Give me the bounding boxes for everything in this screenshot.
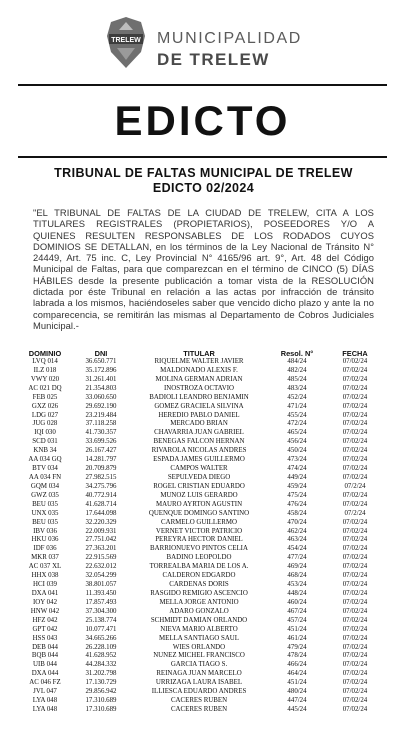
- edict-body-text: "EL TRIBUNAL DE FALTAS DE LA CIUDAD DE TRELEW, CITA A LOS TITULARES REGISTRALES (PROPIETARIOS), POSEEDORES Y/O A QUIENES RESULTEN RESPONSABLES DE LOS RODADOS CUYOS DOMINIOS SE DETALLAN, en los términos de la Ley Nacional de Tránsito N° 24449, Art. 75 inc. C, Ley Provincial N° 4165/96 art. 9°, Art. 48 del Código Municipal de Faltas, para que comparezcan en el término de CINCO (5) DÍAS HÁBILES desde la presente publicación a tomar vista de la RESOLUCIÓN dictada por éste Tribunal en relación a las actas por infracción de tránsito labrada a los mismos, haciéndoseles saber que vencido dicho plazo y ante la no comparecencia, se remitirán las mismas al Departamento de Cobros Judiciales Municipal.-: [33, 207, 374, 331]
- table-row: [20, 688, 382, 697]
- crest-label: TRELEW: [111, 37, 141, 44]
- titular-cell: CACERES RUBEN: [170, 697, 228, 705]
- dominio-cell: GPT 042: [32, 625, 58, 633]
- tribunal-heading: TRIBUNAL DE FALTAS MUNICIPAL DE TRELEW: [54, 166, 353, 180]
- table-row: [20, 626, 382, 635]
- fecha-cell: 07/02/24: [342, 616, 368, 624]
- titular-cell: MALDONADO ALEXIS F.: [160, 366, 238, 374]
- titular-cell: MELLA JORGE ANTONIO: [159, 598, 239, 606]
- resolucion-cell: 483/24: [287, 384, 307, 392]
- fecha-cell: 07/02/24: [342, 643, 368, 651]
- resolucion-cell: 454/24: [287, 545, 307, 553]
- table-header-row: [20, 348, 382, 358]
- dominio-cell: HSS 043: [32, 634, 58, 642]
- table-row: [20, 474, 382, 483]
- titular-cell: ILLIESCA EDUARDO ANDRES: [151, 688, 247, 696]
- fecha-cell: 07/02/24: [342, 581, 368, 589]
- dni-cell: 27.363.201: [85, 545, 117, 553]
- fecha-cell: 07/02/24: [342, 705, 368, 713]
- dni-cell: 35.172.896: [85, 366, 117, 374]
- fecha-cell: 07/02/24: [342, 679, 368, 687]
- table-row: [20, 572, 382, 581]
- dominio-cell: VWY 020: [30, 375, 60, 383]
- fecha-cell: 07/02/24: [342, 358, 368, 365]
- titular-cell: BADIOLI LEANDRO BENJAMIN: [149, 393, 249, 401]
- dni-cell: 41.628.714: [85, 500, 117, 508]
- dominio-cell: SCD 031: [32, 438, 58, 446]
- resolucion-cell: 464/24: [287, 670, 307, 678]
- titular-cell: PEREYRA HECTOR DANIEL: [155, 536, 243, 544]
- table-row: [20, 652, 382, 661]
- fecha-cell: 07/02/24: [342, 589, 368, 597]
- titular-cell: BENEGAS FALCON HERNAN: [153, 438, 245, 446]
- resolucion-cell: 466/24: [287, 661, 307, 669]
- dominio-cell: AA 034 FN: [28, 473, 62, 481]
- fecha-cell: 07/02/24: [342, 456, 368, 464]
- fecha-cell: 07/02/24: [342, 500, 368, 508]
- table-row: [20, 545, 382, 554]
- dni-cell: 27.982.515: [85, 473, 117, 481]
- resolucion-cell: 450/24: [287, 447, 307, 455]
- trelew-shield-icon: [103, 16, 149, 70]
- table-row: [20, 394, 382, 403]
- titular-cell: ADARO GONZALO: [169, 607, 229, 615]
- fecha-cell: 07/02/24: [342, 554, 368, 562]
- titular-cell: REINAGA JUAN MARCELO: [156, 670, 242, 678]
- table-row: [20, 554, 382, 563]
- dominio-cell: HCI 039: [33, 581, 57, 589]
- titular-cell: QUENQUE DOMINGO SANTINO: [148, 509, 250, 517]
- dni-cell: 17.310.689: [85, 697, 117, 705]
- titular-cell: SEPULVEDA DIEGO: [167, 473, 231, 481]
- resolucion-cell: 451/24: [287, 679, 307, 687]
- titular-cell: CACERES RUBEN: [170, 705, 228, 713]
- fecha-cell: 07/02/24: [342, 634, 368, 642]
- dominio-cell: LDG 027: [31, 411, 59, 419]
- titular-cell: NUÑEZ MICHEL FRANCISCO: [153, 652, 245, 660]
- table-row: [20, 635, 382, 644]
- column-header-dni: DNI: [94, 348, 108, 358]
- titular-cell: CHAVARRIA JUAN GABRIEL: [154, 429, 244, 437]
- resolucion-cell: 449/24: [287, 473, 307, 481]
- fecha-cell: 07/02/24: [342, 545, 368, 553]
- resolucion-cell: 461/24: [287, 634, 307, 642]
- titular-cell: GOMEZ GRACIELA SILVINA: [154, 402, 244, 410]
- table-row: [20, 412, 382, 421]
- titular-cell: CARMELO GUILLERMO: [161, 518, 237, 526]
- titular-cell: MAURO AYRTON AGUSTIN: [155, 500, 243, 508]
- dni-cell: 33.060.650: [85, 393, 117, 401]
- resolucion-cell: 472/24: [287, 420, 307, 428]
- brand-line-2: DE TRELEW: [157, 50, 270, 69]
- dominio-cell: KNB 34: [33, 447, 57, 455]
- dominio-cell: JUG 028: [32, 420, 58, 428]
- edicto-title: EDICTO: [114, 97, 291, 144]
- dni-cell: 32.220.329: [85, 518, 117, 526]
- fecha-cell: 07/2/24: [344, 509, 366, 517]
- resolucion-cell: 448/24: [287, 589, 307, 597]
- table-row: [20, 465, 382, 474]
- resolucion-cell: 462/24: [287, 527, 307, 535]
- dni-cell: 14.281.797: [85, 456, 117, 464]
- dni-cell: 36.650.771: [85, 358, 117, 365]
- dni-cell: 21.354.803: [85, 384, 117, 392]
- table-row: [20, 501, 382, 510]
- fecha-cell: 07/02/24: [342, 366, 368, 374]
- fecha-cell: 07/02/24: [342, 491, 368, 499]
- fecha-cell: 07/02/24: [342, 661, 368, 669]
- dominio-cell: UNX 035: [31, 509, 59, 517]
- titular-cell: SCHMIDT DAMIAN ORLANDO: [150, 616, 248, 624]
- titular-cell: ESPADA JAMES GUILLERMO: [153, 456, 245, 464]
- fecha-cell: 07/02/24: [342, 563, 368, 571]
- titular-cell: MELLA SANTIAGO SAUL: [158, 634, 239, 642]
- resolucion-cell: 455/24: [287, 411, 307, 419]
- titular-cell: INOSTROZA OCTAVIO: [164, 384, 234, 392]
- titular-cell: NIEVA MARIO ALBERTO: [160, 625, 238, 633]
- resolucion-cell: 469/24: [287, 563, 307, 571]
- table-row: [20, 599, 382, 608]
- dominio-cell: GXZ 026: [31, 402, 59, 410]
- resolucion-cell: 479/24: [287, 643, 307, 651]
- dominio-cell: DEB 044: [32, 643, 58, 651]
- dni-cell: 34.275.796: [85, 482, 117, 490]
- titular-cell: GARCIA TIAGO S.: [170, 661, 228, 669]
- table-row: [20, 644, 382, 653]
- table-row: [20, 438, 382, 447]
- dominio-cell: HKU 036: [31, 536, 59, 544]
- dominio-cell: UIB 044: [33, 661, 57, 669]
- dni-cell: 22.915.569: [85, 554, 117, 562]
- fecha-cell: 07/02/24: [342, 402, 368, 410]
- dominio-cell: BEU 035: [32, 500, 58, 508]
- dominio-cell: BQB 044: [31, 652, 59, 660]
- dominio-cell: LYA 048: [32, 705, 58, 713]
- resolucion-cell: 478/24: [287, 652, 307, 660]
- fecha-cell: 07/02/24: [342, 607, 368, 615]
- edict-number: EDICTO 02/2024: [152, 181, 255, 195]
- titular-cell: RIVAROLA NICOLÁS ANDRES: [151, 447, 247, 455]
- titular-cell: MERCADO BRIAN: [170, 420, 228, 428]
- table-row: [20, 376, 382, 385]
- dominio-cell: AC 037 XL: [28, 563, 62, 571]
- titular-cell: MUÑOZ LUIS GERARDO: [160, 491, 238, 499]
- fecha-cell: 07/02/24: [342, 429, 368, 437]
- table-row: [20, 483, 382, 492]
- dominio-cell: BTV 034: [32, 465, 58, 473]
- dni-cell: 29.856.942: [85, 688, 117, 696]
- dominio-cell: HHX 038: [31, 572, 59, 580]
- fecha-cell: 07/02/24: [342, 572, 368, 580]
- fecha-cell: 07/02/24: [342, 688, 368, 696]
- dni-cell: 44.284.332: [85, 661, 117, 669]
- fecha-cell: 07/02/24: [342, 598, 368, 606]
- dni-cell: 32.054.299: [85, 572, 117, 580]
- titular-cell: CALDERON EDGARDO: [162, 572, 236, 580]
- dni-cell: 31.202.798: [85, 670, 117, 678]
- dni-cell: 29.692.190: [85, 402, 117, 410]
- titular-cell: ROGEL CRISTIAN EDUARDO: [153, 482, 245, 490]
- table-row: [20, 367, 382, 376]
- table-row: [20, 420, 382, 429]
- dni-cell: 33.699.526: [85, 438, 117, 446]
- table-row: [20, 608, 382, 617]
- titular-cell: BADINO LEOPOLDO: [166, 554, 232, 562]
- table-row: [20, 581, 382, 590]
- dominio-cell: AA 034 GQ: [28, 456, 62, 464]
- titular-cell: RASGIDO REMIGIO ASCENCIO: [150, 589, 248, 597]
- table-row: [20, 697, 382, 706]
- table-row: [20, 661, 382, 670]
- dominio-cell: BEU 035: [32, 518, 58, 526]
- dominio-cell: GWZ 035: [31, 491, 59, 499]
- titular-cell: HEREDIO PABLO DANIEL: [158, 411, 240, 419]
- dominio-cell: AC 021 DQ: [28, 384, 62, 392]
- dominio-cell: DXA 044: [31, 670, 59, 678]
- titular-cell: MOLINA GERMAN ADRIAN: [155, 375, 243, 383]
- resolucion-cell: 451/24: [287, 625, 307, 633]
- resolucion-cell: 447/24: [287, 697, 307, 705]
- edicto-banner: [18, 84, 387, 158]
- table-row: [20, 358, 382, 367]
- fecha-cell: 07/02/24: [342, 447, 368, 455]
- fecha-cell: 07/02/24: [342, 670, 368, 678]
- resolucion-cell: 476/24: [287, 500, 307, 508]
- dni-cell: 17.857.493: [85, 598, 117, 606]
- fecha-cell: 07/02/24: [342, 411, 368, 419]
- dominio-cell: HFZ 042: [32, 616, 58, 624]
- table-row: [20, 492, 382, 501]
- table-row: [20, 679, 382, 688]
- resolucion-cell: 484/24: [287, 358, 307, 365]
- dni-cell: 37.118.258: [85, 420, 117, 428]
- dni-cell: 40.772.914: [85, 491, 117, 499]
- fecha-cell: 07/02/24: [342, 465, 368, 473]
- fecha-cell: 07/02/24: [342, 393, 368, 401]
- dni-cell: 38.801.057: [85, 581, 117, 589]
- table-row: [20, 528, 382, 537]
- dominio-cell: AC 046 FZ: [29, 679, 61, 687]
- resolucion-cell: 457/24: [287, 616, 307, 624]
- dni-cell: 17.130.729: [85, 679, 117, 687]
- table-row: [20, 536, 382, 545]
- resolucion-cell: 459/24: [287, 482, 307, 490]
- dominio-cell: GQM 034: [30, 482, 60, 490]
- dni-cell: 37.304.300: [85, 607, 117, 615]
- table-row: [20, 510, 382, 519]
- column-header-titular: TITULAR: [183, 348, 215, 358]
- resolucion-cell: 473/24: [287, 456, 307, 464]
- fecha-cell: 07/2/24: [344, 482, 366, 490]
- dni-cell: 26.228.109: [85, 643, 117, 651]
- titular-cell: TORREALBA MARIA DE LOS A.: [149, 563, 249, 571]
- dominio-cell: MKR 037: [31, 554, 59, 562]
- dni-cell: 17.644.098: [85, 509, 117, 517]
- resolucion-cell: 463/24: [287, 536, 307, 544]
- fecha-cell: 07/02/24: [342, 420, 368, 428]
- fecha-cell: 07/02/24: [342, 527, 368, 535]
- table-row: [20, 670, 382, 679]
- dominio-cell: LYA 048: [32, 697, 58, 705]
- resolucion-cell: 452/24: [287, 393, 307, 401]
- resolucion-cell: 471/24: [287, 402, 307, 410]
- resolucion-cell: 480/24: [287, 688, 307, 696]
- dni-cell: 41.730.357: [85, 429, 117, 437]
- dominio-cell: LVQ 014: [32, 358, 58, 365]
- resolucion-cell: 470/24: [287, 518, 307, 526]
- column-header-fecha: FECHA: [342, 348, 368, 358]
- fecha-cell: 07/02/24: [342, 652, 368, 660]
- dominio-cell: HNW 042: [30, 607, 60, 615]
- dni-cell: 41.628.952: [85, 652, 117, 660]
- titular-cell: BARRIONUEVO PINTOS CELIA: [150, 545, 248, 553]
- table-row: [20, 447, 382, 456]
- page-header: [0, 6, 407, 74]
- dni-cell: 31.261.401: [85, 375, 117, 383]
- dni-cell: 23.219.484: [85, 411, 117, 419]
- dni-cell: 26.167.427: [85, 447, 117, 455]
- resolucion-cell: 465/24: [287, 429, 307, 437]
- resolucion-cell: 482/24: [287, 366, 307, 374]
- titular-cell: CAMPOS WALTER: [170, 465, 228, 473]
- fecha-cell: 07/02/24: [342, 536, 368, 544]
- fecha-cell: 07/02/24: [342, 384, 368, 392]
- resolucion-cell: 458/24: [287, 509, 307, 517]
- dominio-cell: IOY 042: [32, 598, 58, 606]
- titular-cell: URRIZAGA LAURA ISABEL: [155, 679, 243, 687]
- resolucion-cell: 445/24: [287, 705, 307, 713]
- resolucion-cell: 460/24: [287, 598, 307, 606]
- dominio-cell: DXA 041: [31, 589, 59, 597]
- dni-cell: 10.077.471: [85, 625, 117, 633]
- table-row: [20, 385, 382, 394]
- resolucion-cell: 477/24: [287, 554, 307, 562]
- table-row: [20, 563, 382, 572]
- column-header-resolucion: Resol. N°: [280, 348, 314, 358]
- titular-cell: RIQUELME WALTER JAVIER: [154, 358, 244, 365]
- resolucion-cell: 456/24: [287, 438, 307, 446]
- table-row: [20, 590, 382, 599]
- vehicles-table: [20, 348, 382, 715]
- dominio-cell: IQI 030: [34, 429, 56, 437]
- dni-cell: 27.751.042: [85, 536, 117, 544]
- dni-cell: 11.393.450: [85, 589, 117, 597]
- titular-cell: VERNET VICTOR PATRICIO: [155, 527, 243, 535]
- resolucion-cell: 474/24: [287, 465, 307, 473]
- titular-cell: CARDENAS DORIS: [169, 581, 229, 589]
- fecha-cell: 07/02/24: [342, 375, 368, 383]
- dominio-cell: JVL 047: [33, 688, 57, 696]
- fecha-cell: 07/02/24: [342, 518, 368, 526]
- dni-cell: 25.138.774: [85, 616, 117, 624]
- resolucion-cell: 467/24: [287, 607, 307, 615]
- table-row: [20, 429, 382, 438]
- dni-cell: 20.709.879: [85, 465, 117, 473]
- resolucion-cell: 475/24: [287, 491, 307, 499]
- brand-line-1: MUNICIPALIDAD: [157, 30, 302, 47]
- resolucion-cell: 485/24: [287, 375, 307, 383]
- dni-cell: 34.665.266: [85, 634, 117, 642]
- table-row: [20, 403, 382, 412]
- column-header-dominio: DOMINIO: [28, 348, 62, 358]
- fecha-cell: 07/02/24: [342, 697, 368, 705]
- dominio-cell: IDF 036: [33, 545, 57, 553]
- table-row: [20, 706, 382, 715]
- titular-cell: WIES ORLANDO: [172, 643, 226, 651]
- table-row: [20, 456, 382, 465]
- fecha-cell: 07/02/24: [342, 625, 368, 633]
- dominio-cell: FEB 025: [32, 393, 58, 401]
- dni-cell: 17.310.689: [85, 705, 117, 713]
- dni-cell: 22.009.931: [85, 527, 117, 535]
- dominio-cell: ILZ 018: [33, 366, 57, 374]
- resolucion-cell: 468/24: [287, 572, 307, 580]
- fecha-cell: 07/02/24: [342, 473, 368, 481]
- dni-cell: 22.632.012: [85, 563, 117, 571]
- table-row: [20, 617, 382, 626]
- table-row: [20, 519, 382, 528]
- fecha-cell: 07/02/24: [342, 438, 368, 446]
- dominio-cell: IBV 036: [33, 527, 57, 535]
- resolucion-cell: 453/24: [287, 581, 307, 589]
